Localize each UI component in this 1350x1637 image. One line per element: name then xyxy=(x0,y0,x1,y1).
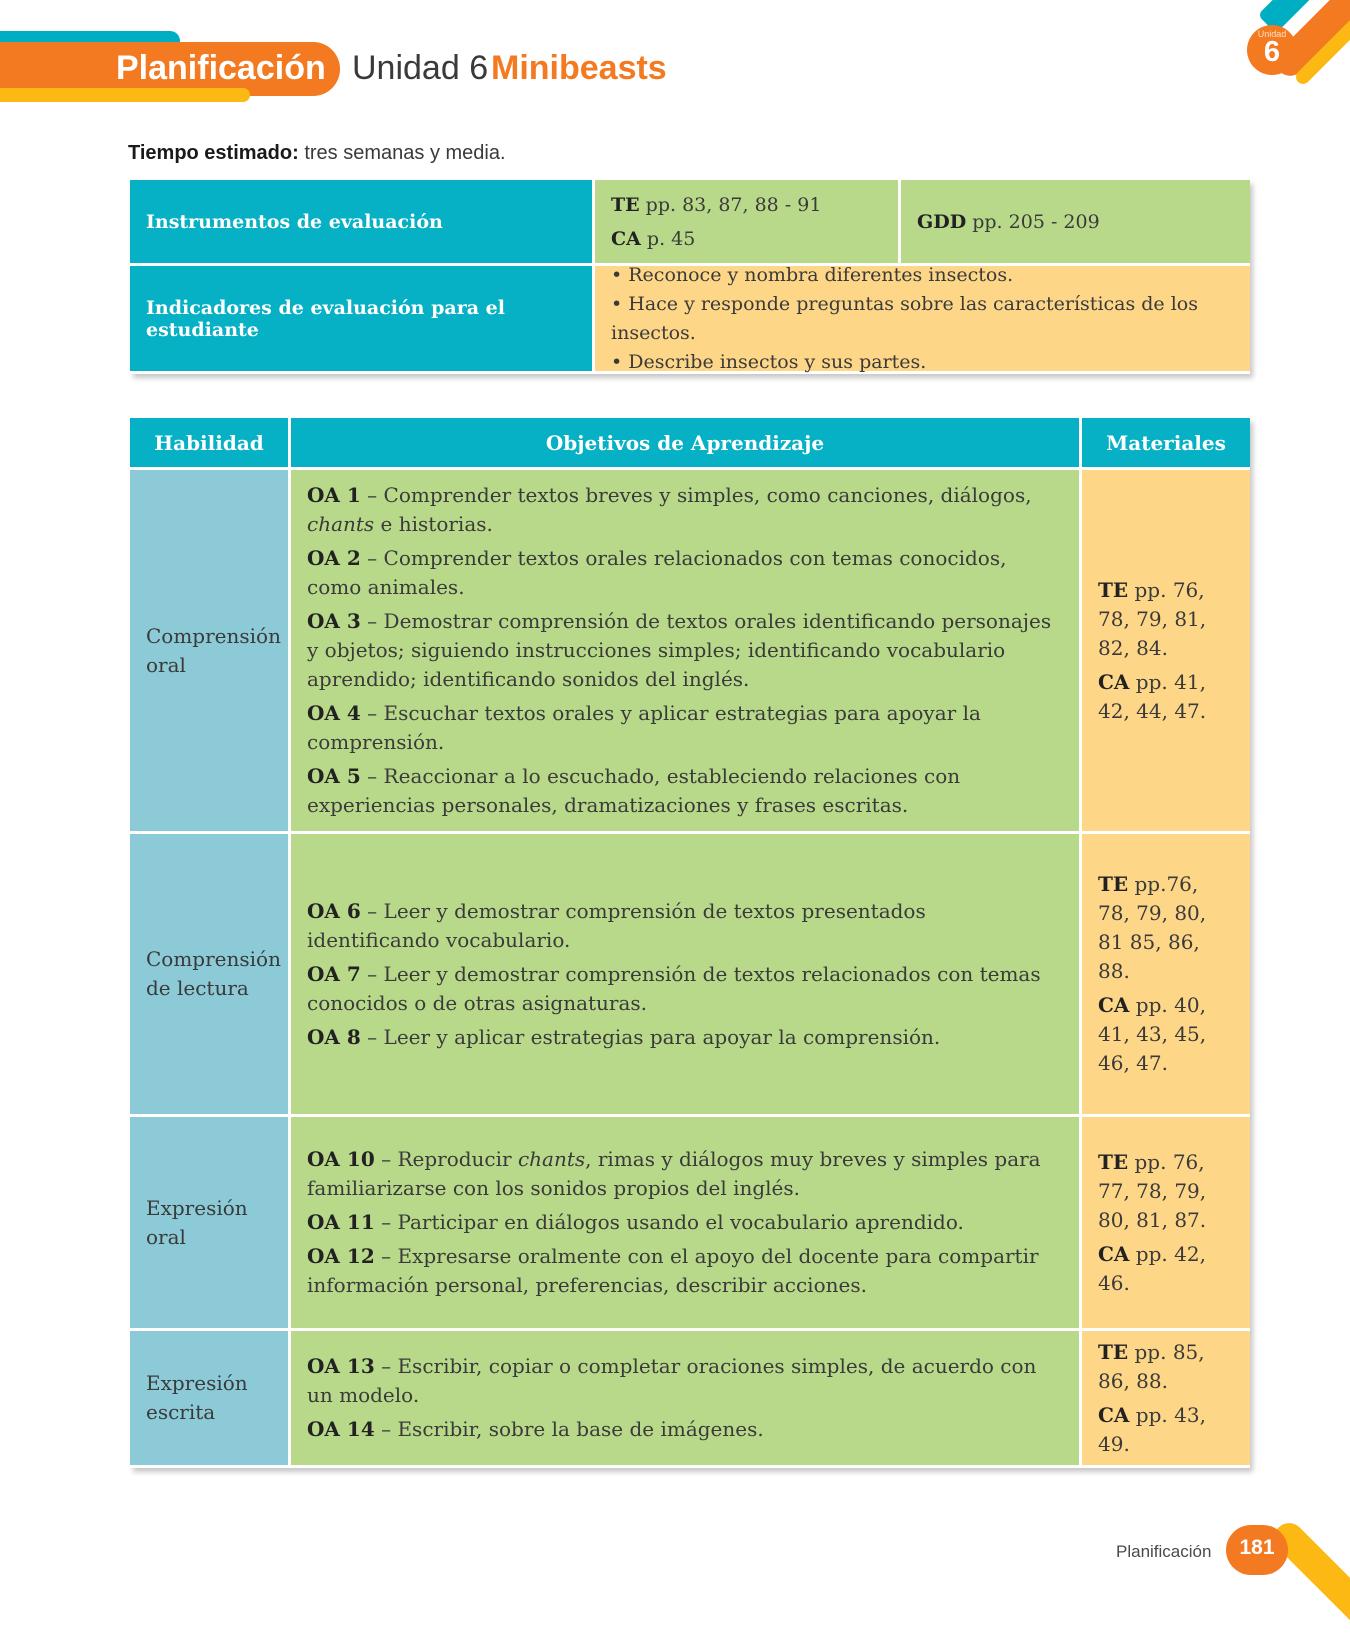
ca-code: CA xyxy=(611,227,641,250)
habilidad-cell: Expresión oral xyxy=(130,1117,291,1331)
unit-name: Minibeasts xyxy=(491,49,667,87)
indicador-item: • Describe insectos y sus partes. xyxy=(611,350,927,373)
material-item: TE pp. 85, 86, 88. xyxy=(1098,1339,1205,1393)
objetivos-cell xyxy=(291,1117,1082,1331)
page-number: 181 xyxy=(1239,1536,1275,1559)
tiempo-estimado xyxy=(128,142,506,165)
gdd-pages: pp. 205 - 209 xyxy=(972,210,1100,233)
material-item: CA pp. 43, 49. xyxy=(1098,1402,1206,1456)
header-yellow-stripe xyxy=(0,88,250,102)
oa-item: OA 10 – Reproducir chants, rimas y diálogos muy breves y simples para familiarizarse con los sonidos propios del inglés. xyxy=(307,1147,1041,1200)
unit-badge-label: Unidad xyxy=(1257,29,1287,39)
ca-line xyxy=(611,222,882,256)
material-item: TE pp.76, 78, 79, 80, 81 85, 86, 88. xyxy=(1098,872,1207,983)
tiempo-label: Tiempo estimado: xyxy=(128,142,299,164)
ca-pages: p. 45 xyxy=(646,227,696,250)
oa-item: OA 11 – Participar en diálogos usando el vocabulario aprendido. xyxy=(307,1210,964,1234)
indicadores-list xyxy=(595,263,1250,374)
table-header-row xyxy=(130,418,1250,470)
indicador-item: • Hace y responde preguntas sobre las características de los insectos. xyxy=(611,292,1198,344)
indicadores-label: Indicadores de evaluación para el estudiante xyxy=(130,266,595,374)
oa-item: OA 14 – Escribir, sobre la base de imágenes. xyxy=(307,1417,764,1441)
header-materiales: Materiales xyxy=(1082,418,1250,470)
table-row-comprension-lectura xyxy=(130,834,1250,1117)
oa-item: OA 3 – Demostrar comprensión de textos orales identificando personajes y objetos; siguiendo instrucciones simples; identificando vocabulario aprendido; identificando sonidos del inglés. xyxy=(307,609,1052,691)
material-item: TE pp. 76, 77, 78, 79, 80, 81, 87. xyxy=(1098,1149,1207,1232)
evaluation-table xyxy=(130,180,1250,374)
indicador-item: • Reconoce y nombra diferentes insectos. xyxy=(611,263,1014,286)
instrumentos-te-ca xyxy=(595,180,901,266)
footer-section-label: Planificación xyxy=(1116,1542,1212,1561)
tiempo-value: tres semanas y media. xyxy=(304,142,506,164)
habilidad-cell: Comprensión oral xyxy=(130,470,291,834)
objetivos-cell xyxy=(291,1331,1082,1468)
habilidad-cell: Expresión escrita xyxy=(130,1331,291,1468)
table-row-expresion-escrita xyxy=(130,1331,1250,1468)
te-pages: pp. 83, 87, 88 - 91 xyxy=(645,193,822,216)
table-row-expresion-oral xyxy=(130,1117,1250,1331)
te-line xyxy=(611,188,882,222)
instrumentos-row xyxy=(130,180,1250,266)
unit-label: Unidad 6 xyxy=(352,49,489,87)
table-row-comprension-oral xyxy=(130,470,1250,834)
materiales-cell xyxy=(1082,834,1250,1117)
objetivos-cell xyxy=(291,470,1082,834)
header-objetivos: Objetivos de Aprendizaje xyxy=(291,418,1082,470)
habilidad-cell: Comprensión de lectura xyxy=(130,834,291,1117)
instrumentos-label: Instrumentos de evaluación xyxy=(130,180,595,266)
te-code: TE xyxy=(611,193,640,216)
oa-item: OA 2 – Comprender textos orales relacionados con temas conocidos, como animales. xyxy=(307,546,1007,599)
materiales-cell xyxy=(1082,1331,1250,1468)
oa-item: OA 13 – Escribir, copiar o completar oraciones simples, de acuerdo con un modelo. xyxy=(307,1354,1037,1407)
instrumentos-gdd xyxy=(901,180,1250,266)
materiales-cell xyxy=(1082,470,1250,834)
oa-item: OA 1 – Comprender textos breves y simples, como canciones, diálogos, chants e historias. xyxy=(307,483,1032,536)
gdd-code: GDD xyxy=(917,210,967,233)
unit-badge-number: 6 xyxy=(1263,36,1281,68)
material-item: CA pp. 42, 46. xyxy=(1098,1241,1206,1295)
material-item: CA pp. 40, 41, 43, 45, 46, 47. xyxy=(1098,993,1207,1075)
header-habilidad: Habilidad xyxy=(130,418,291,470)
objectives-table xyxy=(130,418,1250,1468)
objetivos-cell xyxy=(291,834,1082,1117)
oa-item: OA 6 – Leer y demostrar comprensión de textos presentados identificando vocabulario. xyxy=(307,898,926,952)
materiales-cell xyxy=(1082,1117,1250,1331)
material-item: CA pp. 41, 42, 44, 47. xyxy=(1098,669,1207,723)
oa-item: OA 7 – Leer y demostrar comprensión de textos relacionados con temas conocidos o de otras asignaturas. xyxy=(307,961,1041,1015)
oa-item: OA 4 – Escuchar textos orales y aplicar estrategias para apoyar la comprensión. xyxy=(307,701,981,754)
oa-item: OA 5 – Reaccionar a lo escuchado, estableciendo relaciones con experiencias personales, dramatizaciones y frases escritas. xyxy=(307,764,961,817)
oa-item: OA 8 – Leer y aplicar estrategias para apoyar la comprensión. xyxy=(307,1024,941,1049)
material-item: TE pp. 76, 78, 79, 81, 82, 84. xyxy=(1098,577,1207,660)
indicadores-row xyxy=(130,263,1250,374)
section-title: Planificación xyxy=(116,49,326,87)
oa-item: OA 12 – Expresarse oralmente con el apoyo del docente para compartir información personal, preferencias, describir acciones. xyxy=(307,1244,1039,1297)
